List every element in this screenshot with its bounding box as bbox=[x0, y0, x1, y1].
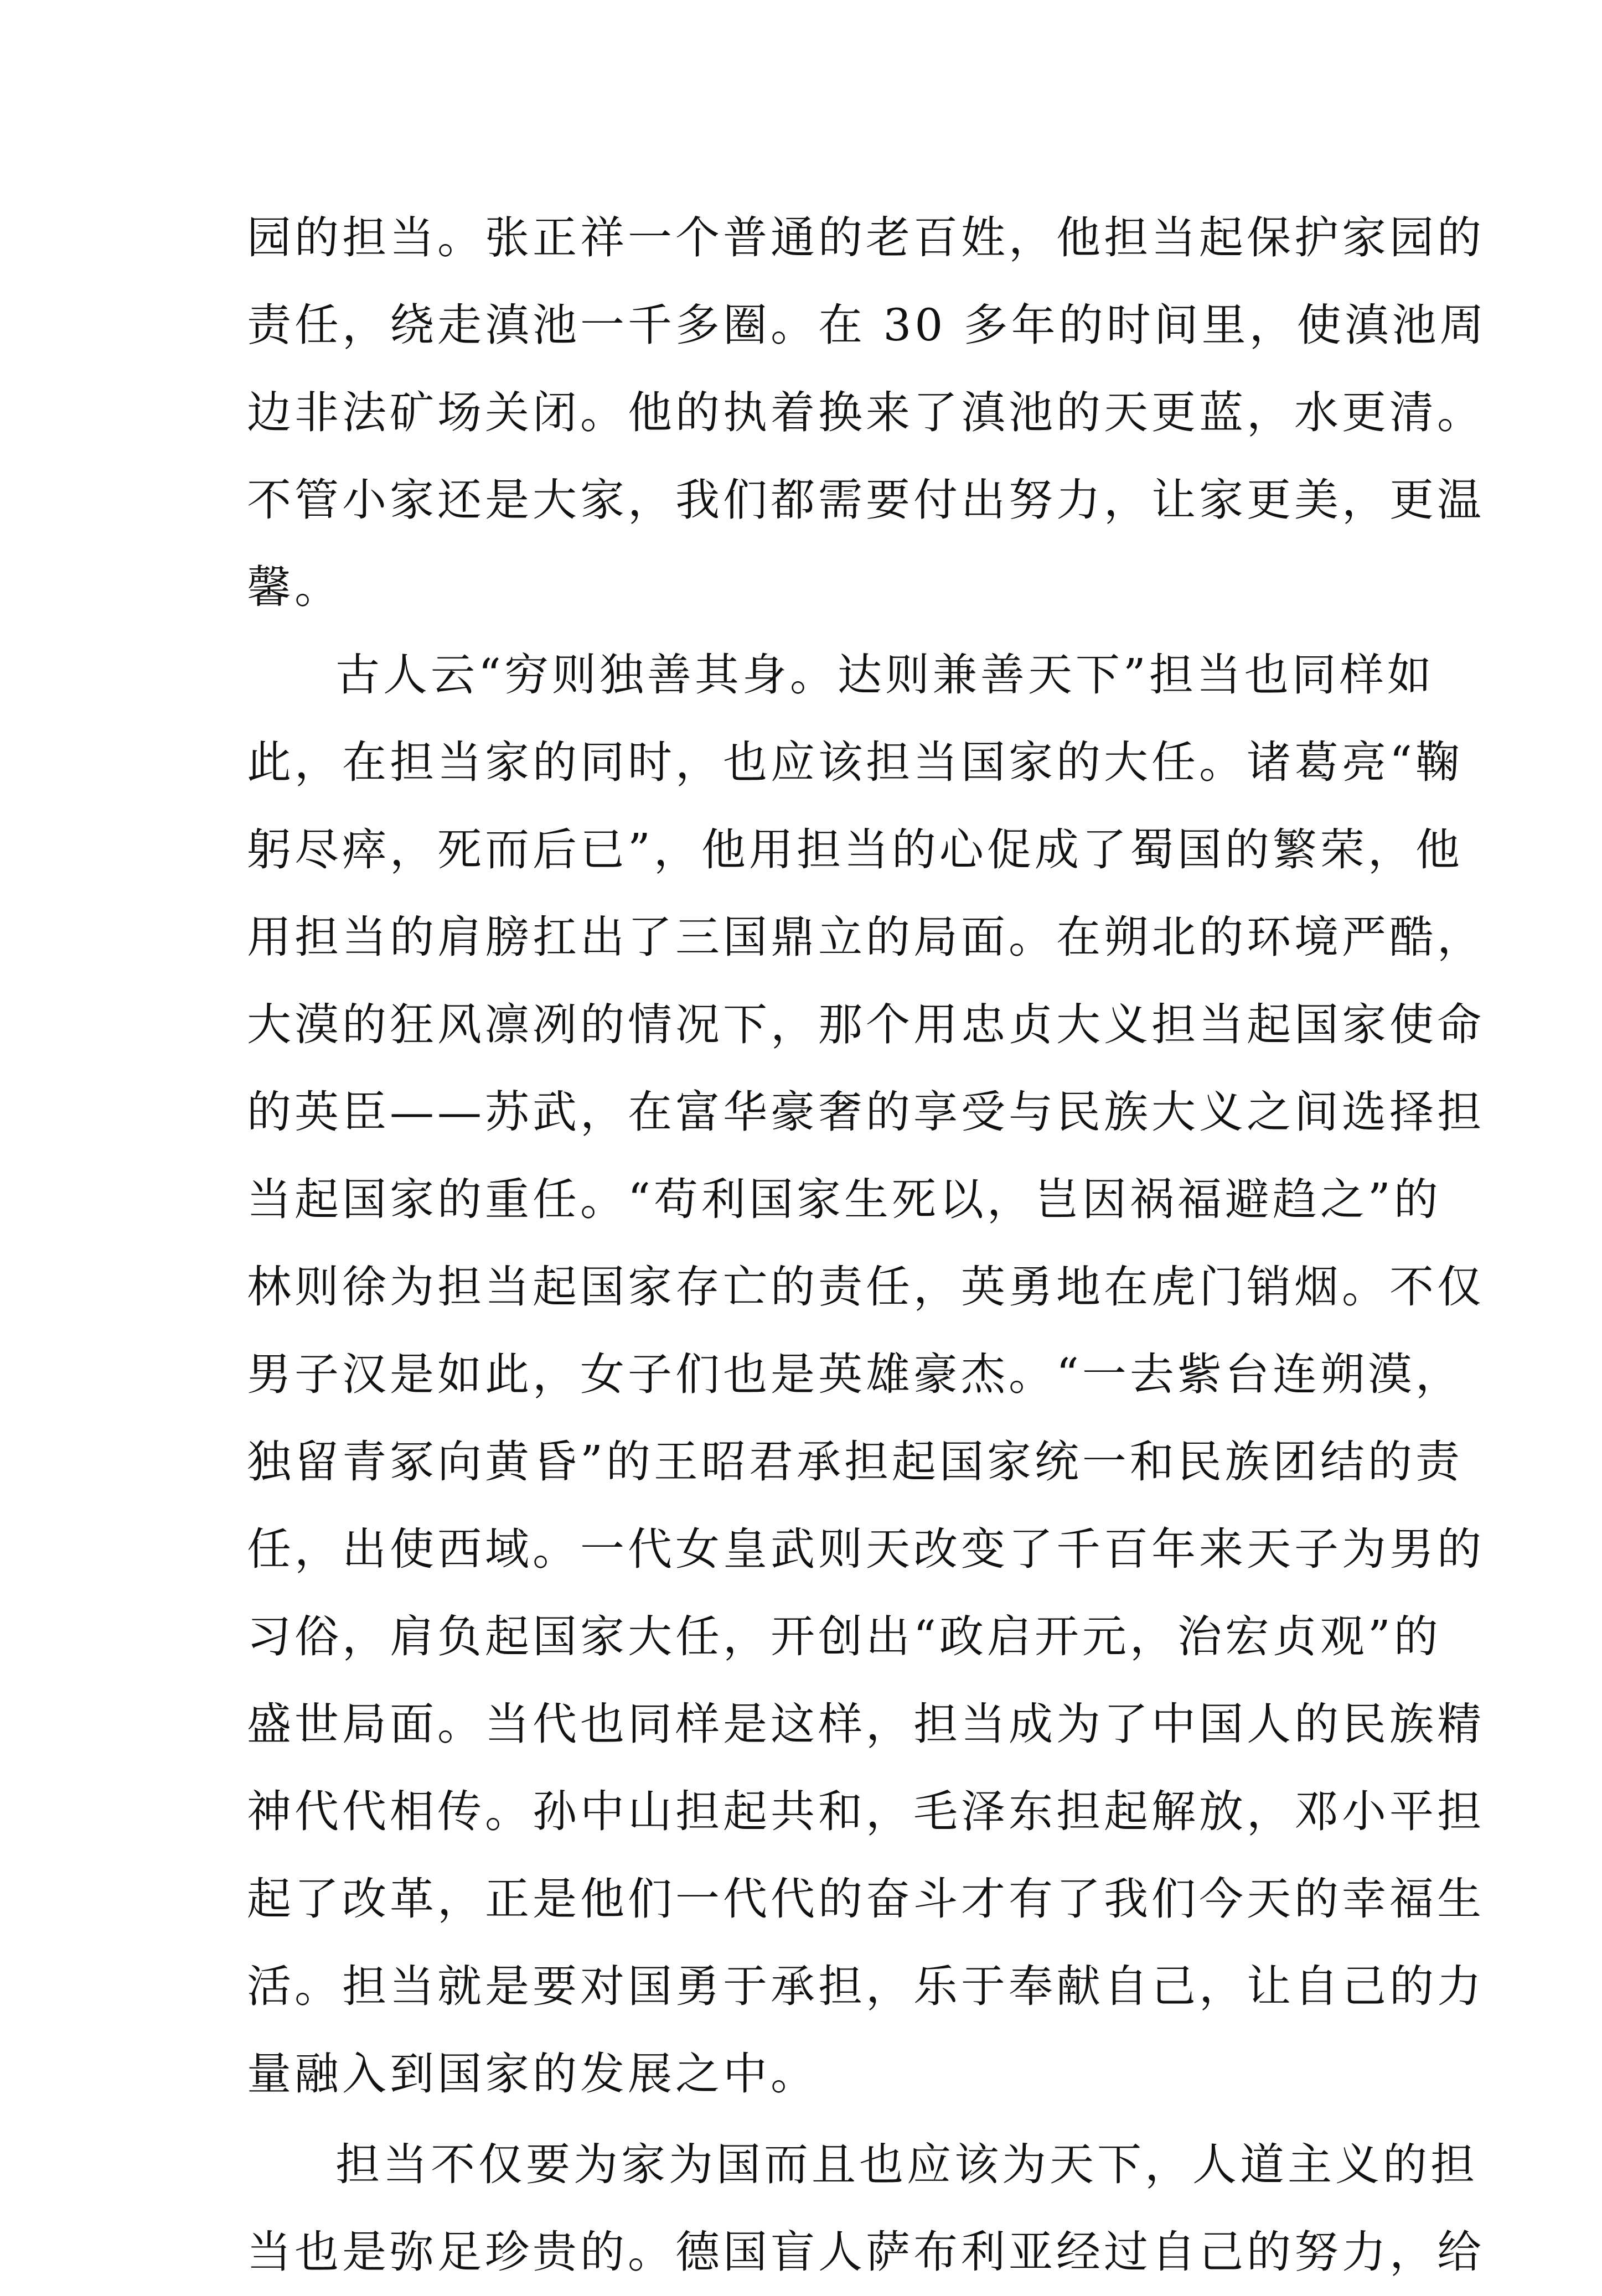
text-line: 习俗，肩负起国家大任，开创出“政启开元，治宏贞观”的 bbox=[247, 1611, 1441, 1662]
text-line: 园的担当。张正祥一个普通的老百姓，他担当起保护家园的 bbox=[247, 212, 1485, 263]
text-line: 不管小家还是大家，我们都需要付出努力，让家更美，更温 bbox=[247, 474, 1485, 526]
text-line: 神代代相传。孙中山担起共和，毛泽东担起解放，邓小平担 bbox=[247, 1786, 1485, 1837]
text-line: 责任，绕走滇池一千多圈。在 30 多年的时间里，使滇池周 bbox=[247, 299, 1487, 351]
text-line: 此，在担当家的同时，也应该担当国家的大任。诸葛亮“鞠 bbox=[247, 737, 1463, 788]
paragraph-first-line: 古人云“穷则独善其身。达则兼善天下”担当也同样如 bbox=[335, 649, 1435, 701]
text-line: 独留青冢向黄昏”的王昭君承担起国家统一和民族团结的责 bbox=[247, 1436, 1463, 1488]
text-line: 起了改革，正是他们一代代的奋斗才有了我们今天的幸福生 bbox=[247, 1873, 1485, 1925]
text-line: 大漠的狂风凛冽的情况下，那个用忠贞大义担当起国家使命 bbox=[247, 999, 1485, 1050]
text-line: 活。担当就是要对国勇于承担，乐于奉献自己，让自己的力 bbox=[247, 1961, 1485, 2012]
text-line: 的英臣——苏武，在富华豪奢的享受与民族大义之间选择担 bbox=[247, 1086, 1485, 1138]
text-line: 男子汉是如此，女子们也是英雄豪杰。“一去紫台连朔漠， bbox=[247, 1349, 1463, 1400]
text-line: 量融入到国家的发展之中。 bbox=[247, 2048, 818, 2100]
text-line: 当也是弥足珍贵的。德国盲人萨布利亚经过自己的努力，给 bbox=[247, 2226, 1485, 2278]
text-line: 边非法矿场关闭。他的执着换来了滇池的天更蓝，水更清。 bbox=[247, 387, 1485, 438]
text-line: 躬尽瘁，死而后已”，他用担当的心促成了蜀国的繁荣，他 bbox=[247, 824, 1463, 875]
text-line: 馨。 bbox=[247, 562, 342, 613]
text-line: 盛世局面。当代也同样是这样，担当成为了中国人的民族精 bbox=[247, 1698, 1485, 1750]
paragraph-first-line: 担当不仅要为家为国而且也应该为天下，人道主义的担 bbox=[335, 2139, 1478, 2190]
text-line: 林则徐为担当起国家存亡的责任，英勇地在虎门销烟。不仅 bbox=[247, 1261, 1485, 1313]
text-line: 当起国家的重任。“苟利国家生死以，岂因祸福避趋之”的 bbox=[247, 1174, 1441, 1225]
text-line: 用担当的肩膀扛出了三国鼎立的局面。在朔北的环境严酷， bbox=[247, 911, 1485, 963]
text-line: 任，出使西域。一代女皇武则天改变了千百年来天子为男的 bbox=[247, 1523, 1485, 1575]
